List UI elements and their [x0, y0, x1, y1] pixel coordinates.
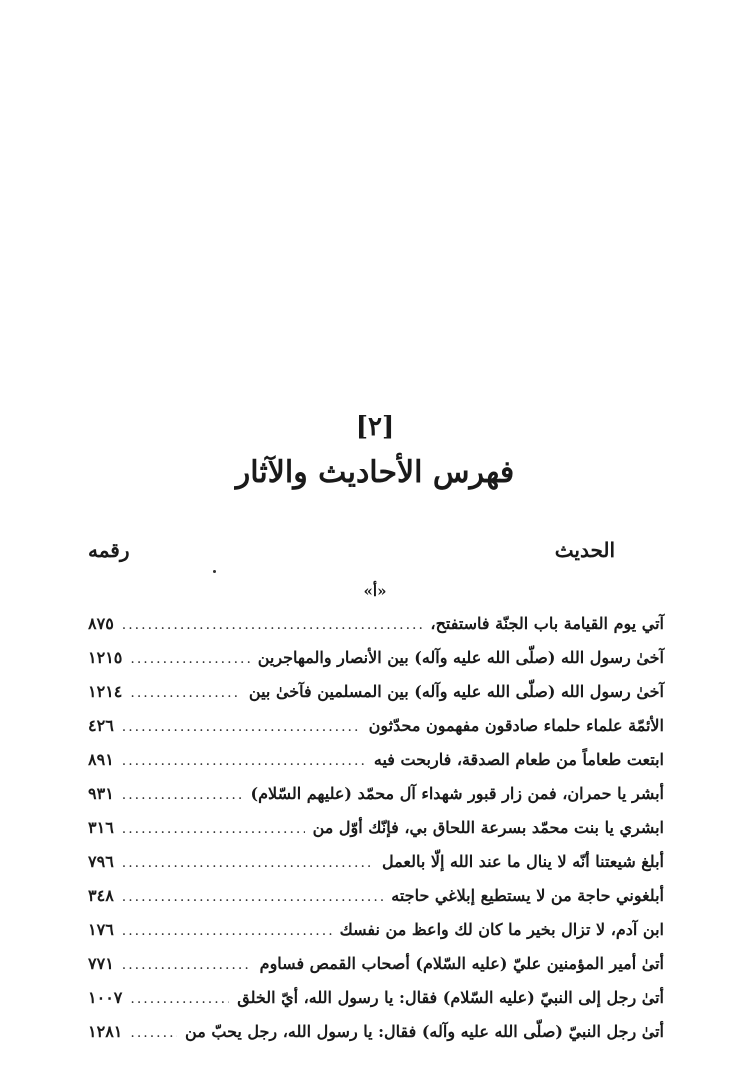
entry-number: ١٢٨١	[88, 1022, 123, 1041]
index-entry	[88, 784, 664, 818]
entry-number: ١٢١٤	[88, 682, 123, 701]
index-entry	[88, 988, 664, 1022]
dot-leader	[130, 685, 241, 701]
dot-leader	[122, 787, 243, 803]
dot-leader	[122, 719, 361, 735]
entry-text: أتىٰ رجل إلى النبيّ (عليه السّلام) فقال: يا رسول الله، أيّ الخلق	[237, 988, 664, 1007]
entry-text: آخىٰ رسول الله (صلّى الله عليه وآله) بين الأنصار والمهاجرين	[257, 648, 664, 667]
index-entry	[88, 682, 664, 716]
entry-number: ٣١٦	[88, 818, 114, 837]
dot-leader	[122, 855, 374, 871]
entry-text: ابشري يا بنت محمّد بسرعة اللحاق بي، فإنّك أوّل من	[312, 818, 664, 837]
letter-heading: «أ»	[363, 582, 387, 600]
entry-text: أبلغ شيعتنا أنّه لا ينال ما عند الله إلّا بالعمل	[382, 852, 664, 871]
index-entry	[88, 648, 664, 682]
column-header-hadith: الحديث	[554, 538, 615, 562]
entry-number: ١٠٠٧	[88, 988, 123, 1007]
dot-leader	[122, 923, 332, 939]
dot-leader	[130, 651, 249, 667]
index-entry	[88, 954, 664, 988]
entry-text: أبشر يا حمران، فمن زار قبور شهداء آل محمّد (عليهم السّلام)	[250, 784, 664, 803]
index-entry	[88, 818, 664, 852]
entry-number: ٧٩٦	[88, 852, 114, 871]
dot-leader	[130, 1025, 177, 1041]
section-number: [٢]	[355, 412, 395, 442]
index-entry	[88, 920, 664, 954]
entry-number: ٤٢٦	[88, 716, 114, 735]
entry-text: آخىٰ رسول الله (صلّى الله عليه وآله) بين المسلمين فآخىٰ بين	[248, 682, 664, 701]
entry-number: ١٧٦	[88, 920, 114, 939]
index-entry	[88, 716, 664, 750]
entry-number: ١٢١٥	[88, 648, 123, 667]
hadith-index-list	[88, 614, 664, 1056]
entry-number: ٣٤٨	[88, 886, 114, 905]
entry-text: آتي يوم القيامة باب الجنّة فاستفتح،	[430, 614, 664, 633]
entry-text: أبلغوني حاجة من لا يستطيع إبلاغي حاجته	[391, 886, 664, 905]
stray-mark	[213, 570, 216, 573]
entry-text: أتىٰ رجل النبيّ (صلّى الله عليه وآله) فقال: يا رسول الله، رجل يحبّ من	[185, 1022, 664, 1041]
section-title: فهرس الأحاديث والآثار	[235, 455, 515, 490]
entry-text: الأئمّة علماء حلماء صادقون مفهمون محدّثون	[368, 716, 664, 735]
index-entry	[88, 750, 664, 784]
index-entry	[88, 1022, 664, 1056]
dot-leader	[122, 821, 305, 837]
entry-number: ٩٣١	[88, 784, 114, 803]
entry-number: ٨٩١	[88, 750, 114, 769]
dot-leader	[122, 889, 383, 905]
index-entry	[88, 852, 664, 886]
entry-text: ابتعت طعاماً من طعام الصدقة، فاربحت فيه	[373, 750, 664, 769]
dot-leader	[122, 957, 252, 973]
entry-number: ٨٧٥	[88, 614, 114, 633]
index-entry	[88, 614, 664, 648]
entry-number: ٧٧١	[88, 954, 114, 973]
entry-text: ابن آدم، لا تزال بخير ما كان لك واعظ من نفسك	[339, 920, 664, 939]
column-header-number: رقمه	[88, 538, 130, 562]
entry-text: أتىٰ أمير المؤمنين عليّ (عليه السّلام) أصحاب القمص فساوم	[259, 954, 664, 973]
dot-leader	[122, 753, 366, 769]
dot-leader	[122, 617, 423, 633]
index-entry	[88, 886, 664, 920]
dot-leader	[130, 991, 229, 1007]
